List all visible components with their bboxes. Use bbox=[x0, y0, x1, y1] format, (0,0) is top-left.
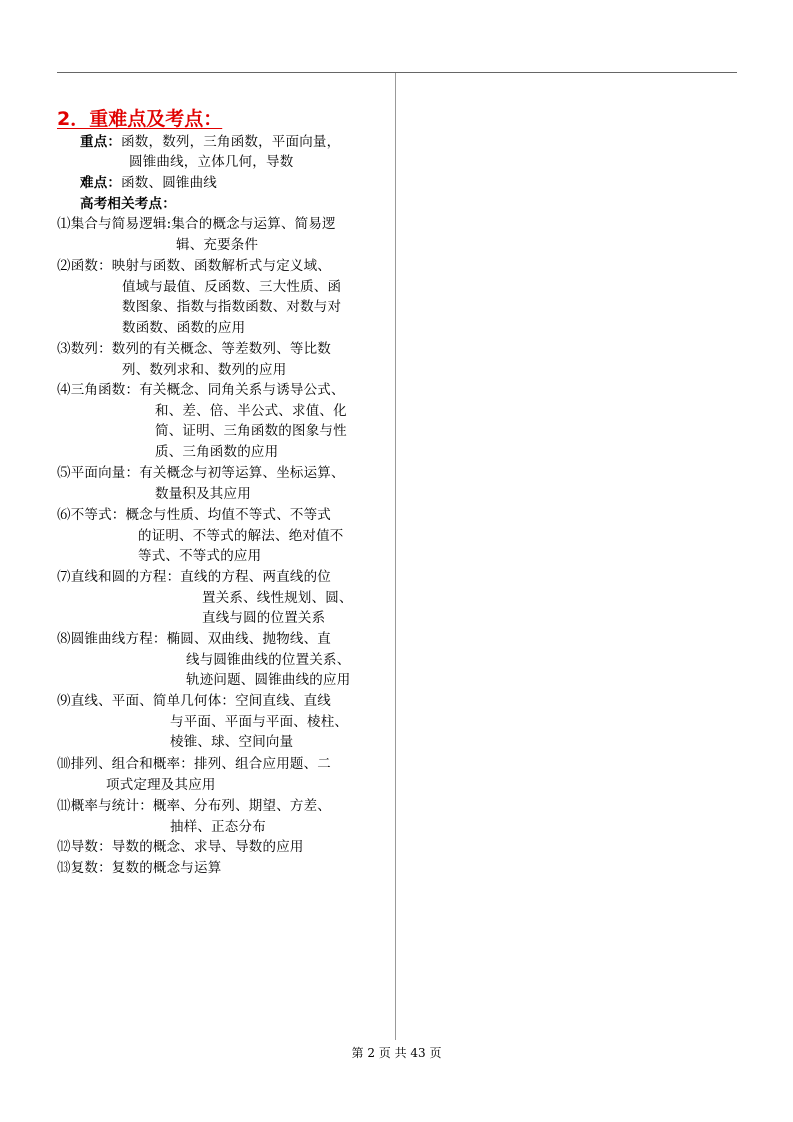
exam-point-8-line-3: 轨迹问题、圆锥曲线的应用 bbox=[186, 672, 351, 689]
exam-point-11-line-1: ⑾概率与统计：概率、分布列、期望、方差、 bbox=[57, 798, 331, 814]
exam-point-4-line-1: ⑷三角函数：有关概念、同角关系与诱导公式、 bbox=[57, 382, 345, 398]
exam-point-6-line-3: 等式、不等式的应用 bbox=[138, 548, 262, 565]
exam-point-7-line-2: 置关系、线性规划、圆、 bbox=[202, 589, 353, 606]
exam-point-3-line-2: 列、数列求和、数列的应用 bbox=[122, 361, 287, 378]
exam-point-6-line-2: 的证明、不等式的解法、绝对值不 bbox=[138, 527, 344, 544]
exam-point-8-line-1: ⑻圆锥曲线方程：椭圆、双曲线、抛物线、直 bbox=[57, 631, 331, 647]
exam-point-9-line-2: 与平面、平面与平面、棱柱、 bbox=[170, 713, 349, 730]
exam-point-12-line-1: ⑿导数：导数的概念、求导、导数的应用 bbox=[57, 839, 304, 855]
page-footer: 第 2 页 共 43 页 bbox=[351, 1046, 442, 1060]
exam-point-3-line-1: ⑶数列：数列的有关概念、等差数列、等比数 bbox=[57, 341, 331, 357]
exam-point-5-line-1: ⑸平面向量：有关概念与初等运算、坐标运算、 bbox=[57, 465, 345, 481]
exam-point-2-line-1: ⑵函数：映射与函数、函数解析式与定义域、 bbox=[57, 258, 331, 274]
exam-point-9-line-1: ⑼直线、平面、简单几何体：空间直线、直线 bbox=[57, 693, 331, 709]
difficult-points-line bbox=[80, 173, 217, 193]
exam-point-9-line-3: 棱锥、球、空间向量 bbox=[170, 734, 294, 751]
exam-point-4-line-4: 质、三角函数的应用 bbox=[155, 444, 279, 461]
exam-point-5-line-2: 数量积及其应用 bbox=[155, 485, 251, 502]
key-points-label: 重点： bbox=[80, 134, 122, 150]
exam-point-4-line-2: 和、差、倍、半公式、求值、化 bbox=[155, 402, 347, 419]
header-rule bbox=[57, 72, 737, 73]
exam-point-4-line-3: 简、证明、三角函数的图象与性 bbox=[155, 423, 347, 440]
exam-point-2-line-2: 值域与最值、反函数、三大性质、函 bbox=[122, 278, 342, 295]
column-divider bbox=[395, 73, 396, 1040]
exam-point-1-line-1: ⑴集合与简易逻辑:集合的概念与运算、简易逻 bbox=[57, 216, 336, 232]
exam-point-8-line-2: 线与圆锥曲线的位置关系、 bbox=[186, 651, 351, 668]
exam-point-7-line-3: 直线与圆的位置关系 bbox=[202, 610, 326, 627]
exam-point-2-line-4: 数函数、函数的应用 bbox=[122, 320, 246, 337]
section-heading: 2．重难点及考点： bbox=[57, 108, 223, 130]
exam-point-10-line-2: 项式定理及其应用 bbox=[106, 776, 216, 793]
key-points-line-1 bbox=[80, 132, 340, 152]
exam-point-13-line-1: ⒀复数：复数的概念与运算 bbox=[57, 860, 222, 876]
exam-point-6-line-1: ⑹不等式：概念与性质、均值不等式、不等式 bbox=[57, 507, 331, 523]
exam-points-title: 高考相关考点： bbox=[80, 196, 176, 212]
exam-point-2-line-3: 数图象、指数与指数函数、对数与对 bbox=[122, 299, 342, 316]
difficult-points-text: 函数、圆锥曲线 bbox=[121, 175, 218, 191]
key-points-text: 函数，数列，三角函数，平面向量， bbox=[121, 134, 341, 150]
exam-point-1-line-2: 辑、充要条件 bbox=[176, 236, 259, 253]
exam-point-11-line-2: 抽样、正态分布 bbox=[170, 818, 266, 835]
difficult-points-label: 难点： bbox=[80, 175, 122, 191]
exam-point-10-line-1: ⑽排列、组合和概率：排列、组合应用题、二 bbox=[57, 756, 331, 772]
exam-point-7-line-1: ⑺直线和圆的方程：直线的方程、两直线的位 bbox=[57, 569, 331, 585]
key-points-line-2: 圆锥曲线，立体几何，导数 bbox=[129, 154, 294, 170]
